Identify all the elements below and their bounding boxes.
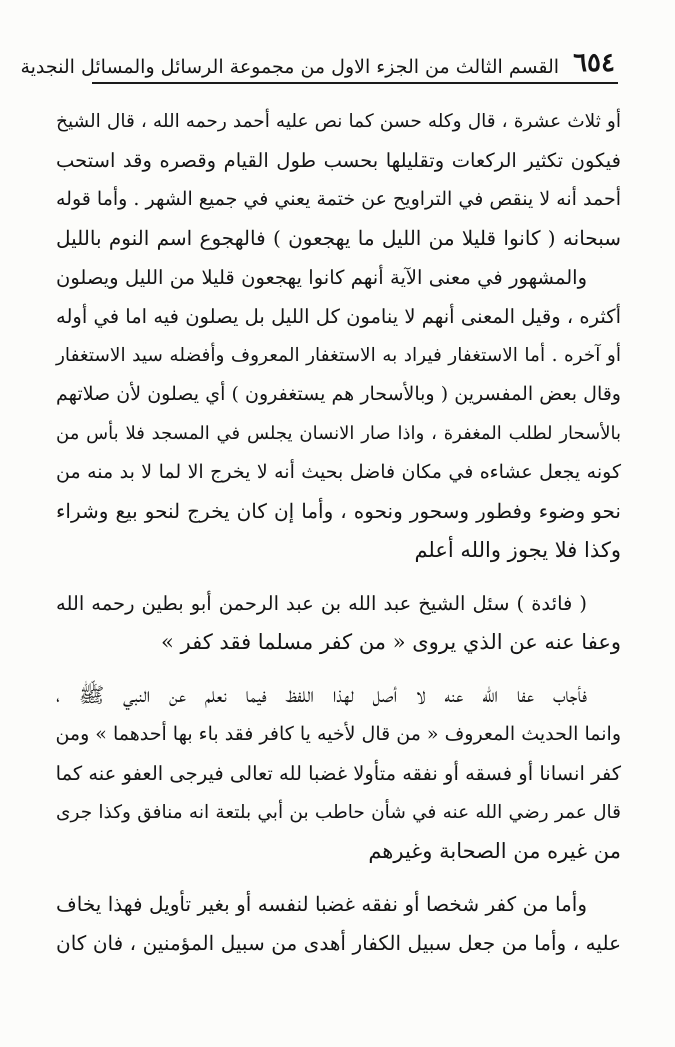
text-line: فيكون تكثير الركعات وتقليلها بحسب طول القيام وقصره وقد استحب [56,149,621,172]
header-divider [92,82,618,84]
text-line: فأجاب عفا الله عنه لا أصل لهذا اللفظ فيما نعلم عن النبي ﷺ ، [56,683,587,707]
text-line: أو ثلاث عشرة ، قال وكله حسن كما نص عليه أحمد رحمه الله ، قال الشيخ [56,111,621,132]
text-line: سبحانه ( كانوا قليلا من الليل ما يهجعون ) فالهجوع اسم النوم بالليل [56,226,621,250]
text-line: نحو وضوء وفطور وسحور ونحوه ، وأما إن كان يخرج لنحو بيع وشراء [56,499,621,523]
text-line: قال عمر رضي الله عنه في شأن حاطب بن أبي بلتعة انه منافق وكذا جرى [56,802,621,823]
text-line: عليه ، وأما من جعل سبيل الكفار أهدى من سبيل المؤمنين ، فان كان [56,931,621,955]
text-line: وانما الحديث المعروف « من قال لأخيه يا كافر فقد باء بها أحدهما » ومن [55,723,621,745]
text-line: أكثره ، وقيل المعنى أنهم لا ينامون كل الليل بل يصلون فيه اما في أوله [56,305,621,328]
text-line: أحمد أنه لا ينقص في التراويح عن ختمة يعني في جميع الشهر . وأما قوله [56,188,621,210]
body-text [56,102,621,963]
page-number: ٦٥٤ [573,48,615,78]
text-line: من غيره من الصحابة وغيرهم [368,839,621,863]
text-line: ( فائدة ) سئل الشيخ عبد الله بن عبد الرحمن أبو بطين رحمه الله [56,592,587,615]
page-header [20,38,615,78]
text-line: بالأسحار لطلب المغفرة ، واذا صار الانسان يجلس في المسجد فلا بأس من [56,423,621,444]
running-title: القسم الثالث من الجزء الاول من مجموعة الرسائل والمسائل النجدية [20,56,560,78]
text-line: وأما من كفر شخصا أو نفقه غضبا لنفسه أو بغير تأويل فهذا يخاف [56,892,587,916]
text-line: أو آخره . أما الاستغفار فيراد به الاستغفار المعروف وأفضله سيد الاستغفار [56,345,621,366]
text-line: وكذا فلا يجوز والله أعلم [414,538,621,562]
text-line: وقال بعض المفسرين ( وبالأسحار هم يستغفرون ) أي يصلون لأن صلاتهم [56,383,621,405]
text-line: والمشهور في معنى الآية أنهم كانوا يهجعون قليلا من الليل ويصلون [56,266,587,289]
text-line: كونه يجعل عشاءه في مكان فاضل بحيث أنه لا يخرج الا لما لا بد منه من [56,461,621,483]
text-line: وعفا عنه عن الذي يروى « من كفر مسلما فقد كفر » [161,630,621,654]
text-line: كفر انسانا أو فسقه أو نفقه متأولا غضبا لله تعالى فيرجى العفو عنه كما [55,762,621,785]
